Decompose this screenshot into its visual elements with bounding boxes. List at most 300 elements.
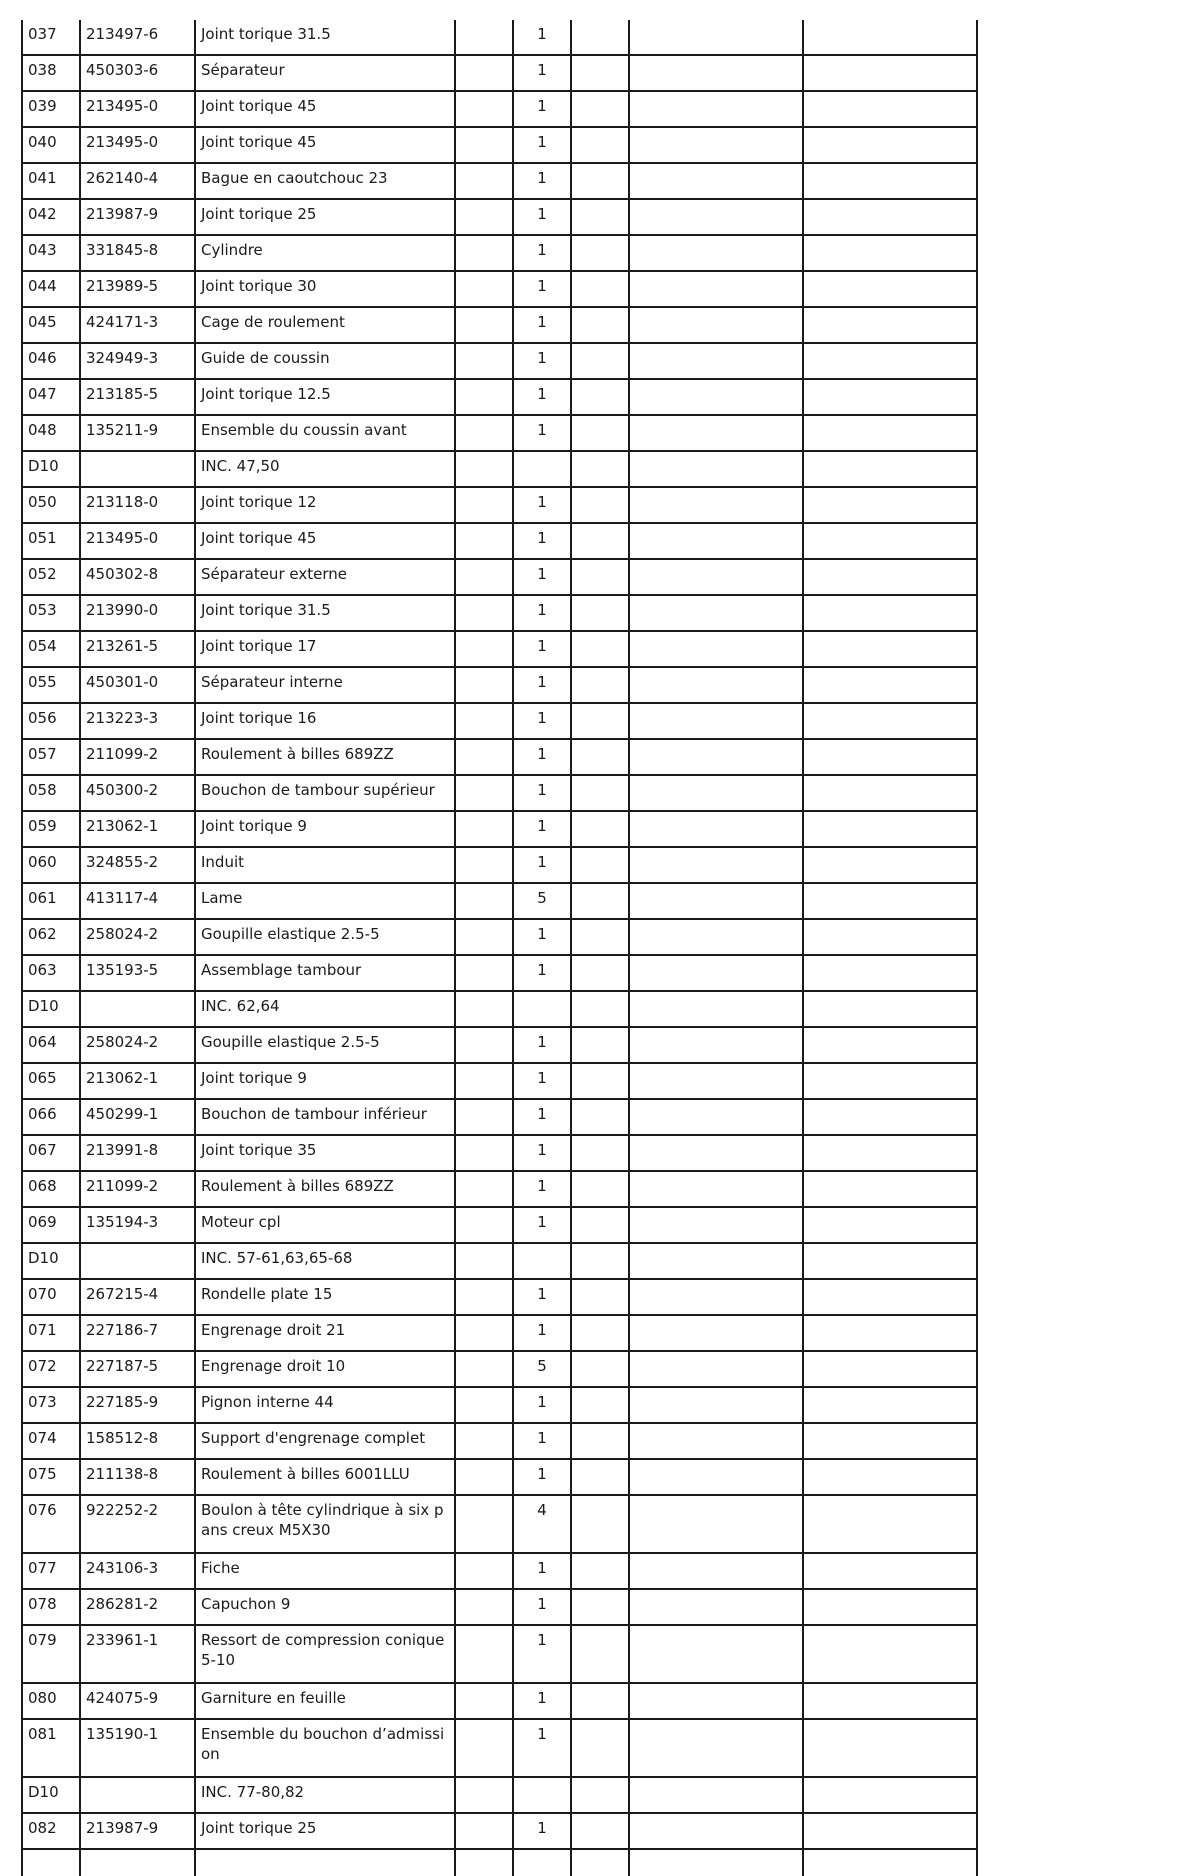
empty-cell	[629, 1849, 803, 1876]
ref-cell: 082	[22, 1813, 80, 1849]
empty-cell	[571, 1207, 629, 1243]
description-cell: Goupille elastique 2.5-5	[195, 919, 455, 955]
part-number-cell: 233961-1	[80, 1625, 195, 1683]
empty-cell	[629, 20, 803, 55]
table-row	[22, 919, 977, 955]
quantity-cell: 1	[513, 163, 571, 199]
empty-cell	[803, 379, 977, 415]
part-number-cell: 213062-1	[80, 1063, 195, 1099]
quantity-cell: 1	[513, 487, 571, 523]
empty-cell	[571, 1351, 629, 1387]
table-row	[22, 1387, 977, 1423]
empty-cell	[803, 1495, 977, 1553]
description-cell: INC. 62,64	[195, 991, 455, 1027]
empty-cell	[803, 1387, 977, 1423]
empty-cell	[455, 271, 513, 307]
description-cell: Bouchon de tambour inférieur	[195, 1099, 455, 1135]
quantity-cell: 1	[513, 127, 571, 163]
ref-cell: 042	[22, 199, 80, 235]
part-number-cell: 213062-1	[80, 811, 195, 847]
ref-cell: 050	[22, 487, 80, 523]
part-number-cell: 213118-0	[80, 487, 195, 523]
empty-cell	[629, 1027, 803, 1063]
empty-cell	[629, 1063, 803, 1099]
parts-table	[21, 20, 978, 1876]
ref-cell: 078	[22, 1589, 80, 1625]
table-row	[22, 1495, 977, 1553]
description-cell: Joint torique 9	[195, 811, 455, 847]
empty-cell	[629, 163, 803, 199]
ref-cell: 059	[22, 811, 80, 847]
empty-cell	[629, 1387, 803, 1423]
empty-cell	[571, 1099, 629, 1135]
table-row	[22, 343, 977, 379]
empty-cell	[803, 595, 977, 631]
empty-cell	[455, 1351, 513, 1387]
empty-cell	[455, 739, 513, 775]
ref-cell: 058	[22, 775, 80, 811]
empty-cell	[571, 1459, 629, 1495]
part-number-cell: 286281-2	[80, 1589, 195, 1625]
quantity-cell: 1	[513, 91, 571, 127]
empty-cell	[803, 1683, 977, 1719]
quantity-cell: 1	[513, 523, 571, 559]
empty-cell	[803, 343, 977, 379]
part-number-cell: 227185-9	[80, 1387, 195, 1423]
empty-cell	[571, 955, 629, 991]
part-number-cell: 213987-9	[80, 199, 195, 235]
table-row	[22, 1813, 977, 1849]
empty-cell	[571, 523, 629, 559]
empty-cell	[803, 775, 977, 811]
quantity-cell: 1	[513, 20, 571, 55]
quantity-cell: 1	[513, 775, 571, 811]
ref-cell: 039	[22, 91, 80, 127]
empty-cell	[571, 271, 629, 307]
ref-cell: 062	[22, 919, 80, 955]
empty-cell	[629, 379, 803, 415]
ref-cell: 047	[22, 379, 80, 415]
table-row	[22, 523, 977, 559]
description-cell: Cage de roulement	[195, 307, 455, 343]
table-row	[22, 1719, 977, 1777]
empty-cell	[629, 343, 803, 379]
part-number-cell: 324949-3	[80, 343, 195, 379]
quantity-cell: 5	[513, 1351, 571, 1387]
empty-cell	[455, 1171, 513, 1207]
description-cell: Ensemble du coussin avant	[195, 415, 455, 451]
empty-cell	[803, 20, 977, 55]
description-cell: INC. 57-61,63,65-68	[195, 1243, 455, 1279]
empty-cell	[571, 235, 629, 271]
quantity-cell: 1	[513, 415, 571, 451]
empty-cell	[803, 1099, 977, 1135]
empty-cell	[455, 199, 513, 235]
empty-cell	[455, 955, 513, 991]
empty-cell	[455, 919, 513, 955]
quantity-cell: 1	[513, 1279, 571, 1315]
empty-cell	[455, 811, 513, 847]
quantity-cell	[513, 451, 571, 487]
ref-cell: 069	[22, 1207, 80, 1243]
empty-cell	[455, 1243, 513, 1279]
ref-cell: 061	[22, 883, 80, 919]
quantity-cell: 1	[513, 1589, 571, 1625]
table-row	[22, 451, 977, 487]
part-number-cell	[80, 451, 195, 487]
table-row	[22, 1777, 977, 1813]
ref-cell: 071	[22, 1315, 80, 1351]
empty-cell	[571, 55, 629, 91]
part-number-cell: 413117-4	[80, 883, 195, 919]
ref-cell: 066	[22, 1099, 80, 1135]
part-number-cell: 213991-8	[80, 1135, 195, 1171]
description-cell: Guide de coussin	[195, 343, 455, 379]
part-number-cell: 213495-0	[80, 523, 195, 559]
part-number-cell: 450303-6	[80, 55, 195, 91]
empty-cell	[803, 523, 977, 559]
ref-cell: 052	[22, 559, 80, 595]
table-row	[22, 631, 977, 667]
empty-cell	[571, 1171, 629, 1207]
empty-cell	[629, 235, 803, 271]
empty-cell	[455, 883, 513, 919]
table-row	[22, 1589, 977, 1625]
empty-cell	[629, 1351, 803, 1387]
empty-cell	[803, 163, 977, 199]
part-number-cell: 331845-8	[80, 235, 195, 271]
quantity-cell	[513, 1243, 571, 1279]
quantity-cell: 1	[513, 1423, 571, 1459]
empty-cell	[455, 451, 513, 487]
empty-cell	[571, 1243, 629, 1279]
ref-cell: D10	[22, 991, 80, 1027]
empty-cell	[571, 127, 629, 163]
table-row	[22, 883, 977, 919]
part-number-cell: 211138-8	[80, 1459, 195, 1495]
table-row	[22, 1625, 977, 1683]
table-row	[22, 559, 977, 595]
empty-cell	[571, 1683, 629, 1719]
empty-cell	[803, 955, 977, 991]
empty-cell	[629, 1553, 803, 1589]
empty-cell	[571, 1719, 629, 1777]
empty-cell	[803, 1315, 977, 1351]
table-row	[22, 271, 977, 307]
ref-cell: 077	[22, 1553, 80, 1589]
empty-cell	[455, 1459, 513, 1495]
empty-cell	[803, 559, 977, 595]
empty-cell	[571, 415, 629, 451]
table-row	[22, 1135, 977, 1171]
quantity-cell: 1	[513, 307, 571, 343]
empty-cell	[571, 307, 629, 343]
empty-cell	[629, 1459, 803, 1495]
empty-cell	[571, 1063, 629, 1099]
empty-cell	[629, 1683, 803, 1719]
empty-cell	[571, 1589, 629, 1625]
description-cell: Induit	[195, 847, 455, 883]
description-cell: Cylindre	[195, 235, 455, 271]
ref-cell: 074	[22, 1423, 80, 1459]
empty-cell	[629, 1135, 803, 1171]
empty-cell	[803, 1553, 977, 1589]
ref-cell: 076	[22, 1495, 80, 1553]
description-cell: Séparateur externe	[195, 559, 455, 595]
empty-cell	[629, 1625, 803, 1683]
quantity-cell: 4	[513, 1495, 571, 1553]
description-cell: Joint torique 17	[195, 631, 455, 667]
empty-cell	[455, 1207, 513, 1243]
description-cell: Joint torique 12.5	[195, 379, 455, 415]
empty-cell	[803, 1027, 977, 1063]
part-number-cell: 267215-4	[80, 1279, 195, 1315]
part-number-cell: 213987-9	[80, 1813, 195, 1849]
part-number-cell: 213223-3	[80, 703, 195, 739]
description-cell: INC. 47,50	[195, 451, 455, 487]
description-cell: Joint torique 31.5	[195, 20, 455, 55]
table-row	[22, 415, 977, 451]
ref-cell: 038	[22, 55, 80, 91]
empty-cell	[629, 1423, 803, 1459]
ref-cell: 080	[22, 1683, 80, 1719]
empty-cell	[629, 739, 803, 775]
empty-cell	[629, 199, 803, 235]
description-cell: INC. 77-80,82	[195, 1777, 455, 1813]
empty-cell	[803, 631, 977, 667]
empty-cell	[571, 451, 629, 487]
ref-cell: 075	[22, 1459, 80, 1495]
empty-cell	[803, 1849, 977, 1876]
empty-cell	[629, 1207, 803, 1243]
empty-cell	[629, 559, 803, 595]
empty-cell	[455, 1625, 513, 1683]
empty-cell	[455, 667, 513, 703]
empty-cell	[455, 1589, 513, 1625]
quantity-cell: 1	[513, 703, 571, 739]
empty-cell	[803, 1243, 977, 1279]
empty-cell	[455, 55, 513, 91]
empty-cell	[803, 91, 977, 127]
empty-cell	[571, 163, 629, 199]
quantity-cell: 1	[513, 739, 571, 775]
table-row	[22, 1279, 977, 1315]
description-cell: Roulement à billes 689ZZ	[195, 739, 455, 775]
empty-cell	[455, 1063, 513, 1099]
empty-cell	[455, 1423, 513, 1459]
description-cell: Joint torique 16	[195, 703, 455, 739]
part-number-cell: 450301-0	[80, 667, 195, 703]
empty-cell	[629, 811, 803, 847]
empty-cell	[571, 1315, 629, 1351]
quantity-cell: 1	[513, 847, 571, 883]
empty-cell	[629, 1813, 803, 1849]
description-cell: Joint torique 45	[195, 91, 455, 127]
table-row	[22, 1553, 977, 1589]
empty-cell	[455, 631, 513, 667]
part-number-cell	[80, 1243, 195, 1279]
empty-cell	[803, 1625, 977, 1683]
empty-cell	[629, 595, 803, 631]
ref-cell: 064	[22, 1027, 80, 1063]
part-number-cell: 213989-5	[80, 271, 195, 307]
empty-cell	[629, 775, 803, 811]
quantity-cell: 1	[513, 559, 571, 595]
empty-cell	[629, 883, 803, 919]
empty-cell	[803, 55, 977, 91]
table-row	[22, 667, 977, 703]
empty-cell	[571, 1423, 629, 1459]
quantity-cell: 1	[513, 379, 571, 415]
empty-cell	[803, 703, 977, 739]
description-cell: Ensemble du bouchon d’admission	[195, 1719, 455, 1777]
quantity-cell: 1	[513, 1553, 571, 1589]
empty-cell	[455, 235, 513, 271]
empty-cell	[455, 559, 513, 595]
quantity-cell: 1	[513, 811, 571, 847]
table-row	[22, 1099, 977, 1135]
empty-cell	[803, 451, 977, 487]
description-cell: Séparateur	[195, 55, 455, 91]
empty-cell	[455, 127, 513, 163]
empty-cell	[629, 91, 803, 127]
empty-cell	[455, 523, 513, 559]
quantity-cell: 1	[513, 631, 571, 667]
ref-cell: D10	[22, 451, 80, 487]
table-row	[22, 487, 977, 523]
quantity-cell: 1	[513, 1387, 571, 1423]
empty-cell	[629, 1279, 803, 1315]
empty-cell	[455, 847, 513, 883]
ref-cell: 055	[22, 667, 80, 703]
table-row	[22, 703, 977, 739]
empty-cell	[629, 523, 803, 559]
ref-cell: 057	[22, 739, 80, 775]
description-cell: Joint torique 25	[195, 1813, 455, 1849]
part-number-cell: 213261-5	[80, 631, 195, 667]
empty-cell	[803, 1777, 977, 1813]
table-row	[22, 91, 977, 127]
ref-cell: 045	[22, 307, 80, 343]
table-row	[22, 1027, 977, 1063]
parts-list-sheet	[21, 20, 976, 1876]
ref-cell: 046	[22, 343, 80, 379]
empty-cell	[803, 1719, 977, 1777]
description-cell: Séparateur interne	[195, 667, 455, 703]
ref-cell: 073	[22, 1387, 80, 1423]
part-number-cell: 135194-3	[80, 1207, 195, 1243]
ref-cell: D10	[22, 1243, 80, 1279]
description-cell: Moteur cpl	[195, 1207, 455, 1243]
part-number-cell: 227187-5	[80, 1351, 195, 1387]
quantity-cell: 1	[513, 199, 571, 235]
empty-cell	[455, 1813, 513, 1849]
table-row	[22, 379, 977, 415]
empty-cell	[455, 1495, 513, 1553]
quantity-cell: 1	[513, 1683, 571, 1719]
empty-cell	[455, 775, 513, 811]
part-number-cell: 213990-0	[80, 595, 195, 631]
part-number-cell: 258024-2	[80, 919, 195, 955]
empty-cell	[803, 991, 977, 1027]
empty-cell	[571, 883, 629, 919]
empty-cell	[629, 451, 803, 487]
ref-cell: 081	[22, 1719, 80, 1777]
table-row	[22, 163, 977, 199]
description-cell: Lame	[195, 883, 455, 919]
ref-cell: 068	[22, 1171, 80, 1207]
table-row	[22, 847, 977, 883]
quantity-cell: 1	[513, 1625, 571, 1683]
ref-cell: 070	[22, 1279, 80, 1315]
empty-cell	[803, 1171, 977, 1207]
ref-cell: 067	[22, 1135, 80, 1171]
empty-cell	[455, 1849, 513, 1876]
empty-cell	[629, 1589, 803, 1625]
empty-cell	[455, 1683, 513, 1719]
part-number-cell: 243106-3	[80, 1553, 195, 1589]
empty-cell	[571, 631, 629, 667]
ref-cell: 065	[22, 1063, 80, 1099]
empty-cell	[571, 343, 629, 379]
description-cell: Goupille elastique 2.5-5	[195, 1027, 455, 1063]
empty-cell	[80, 1849, 195, 1876]
ref-cell: 051	[22, 523, 80, 559]
description-cell: Joint torique 25	[195, 199, 455, 235]
empty-cell	[803, 1813, 977, 1849]
empty-cell	[571, 739, 629, 775]
table-row	[22, 1171, 977, 1207]
empty-cell	[803, 1063, 977, 1099]
empty-cell	[571, 991, 629, 1027]
description-cell: Assemblage tambour	[195, 955, 455, 991]
table-row	[22, 595, 977, 631]
empty-cell	[571, 775, 629, 811]
part-number-cell: 158512-8	[80, 1423, 195, 1459]
part-number-cell: 213185-5	[80, 379, 195, 415]
description-cell: Engrenage droit 21	[195, 1315, 455, 1351]
table-row	[22, 739, 977, 775]
description-cell: Pignon interne 44	[195, 1387, 455, 1423]
part-number-cell: 450300-2	[80, 775, 195, 811]
empty-cell	[455, 1719, 513, 1777]
table-row	[22, 1423, 977, 1459]
empty-cell	[803, 1589, 977, 1625]
ref-cell: 053	[22, 595, 80, 631]
ref-cell: 079	[22, 1625, 80, 1683]
empty-cell	[571, 1813, 629, 1849]
empty-cell	[455, 1135, 513, 1171]
ref-cell: 054	[22, 631, 80, 667]
ref-cell: 056	[22, 703, 80, 739]
empty-cell	[455, 1279, 513, 1315]
quantity-cell	[513, 991, 571, 1027]
ref-cell: 048	[22, 415, 80, 451]
empty-cell	[629, 1243, 803, 1279]
empty-cell	[455, 1099, 513, 1135]
quantity-cell	[513, 1777, 571, 1813]
empty-cell	[571, 1279, 629, 1315]
part-number-cell: 227186-7	[80, 1315, 195, 1351]
empty-cell	[629, 307, 803, 343]
ref-cell: 044	[22, 271, 80, 307]
empty-cell	[571, 811, 629, 847]
empty-cell	[571, 1135, 629, 1171]
empty-cell	[571, 703, 629, 739]
table-row	[22, 199, 977, 235]
empty-cell	[455, 1315, 513, 1351]
quantity-cell: 1	[513, 1171, 571, 1207]
